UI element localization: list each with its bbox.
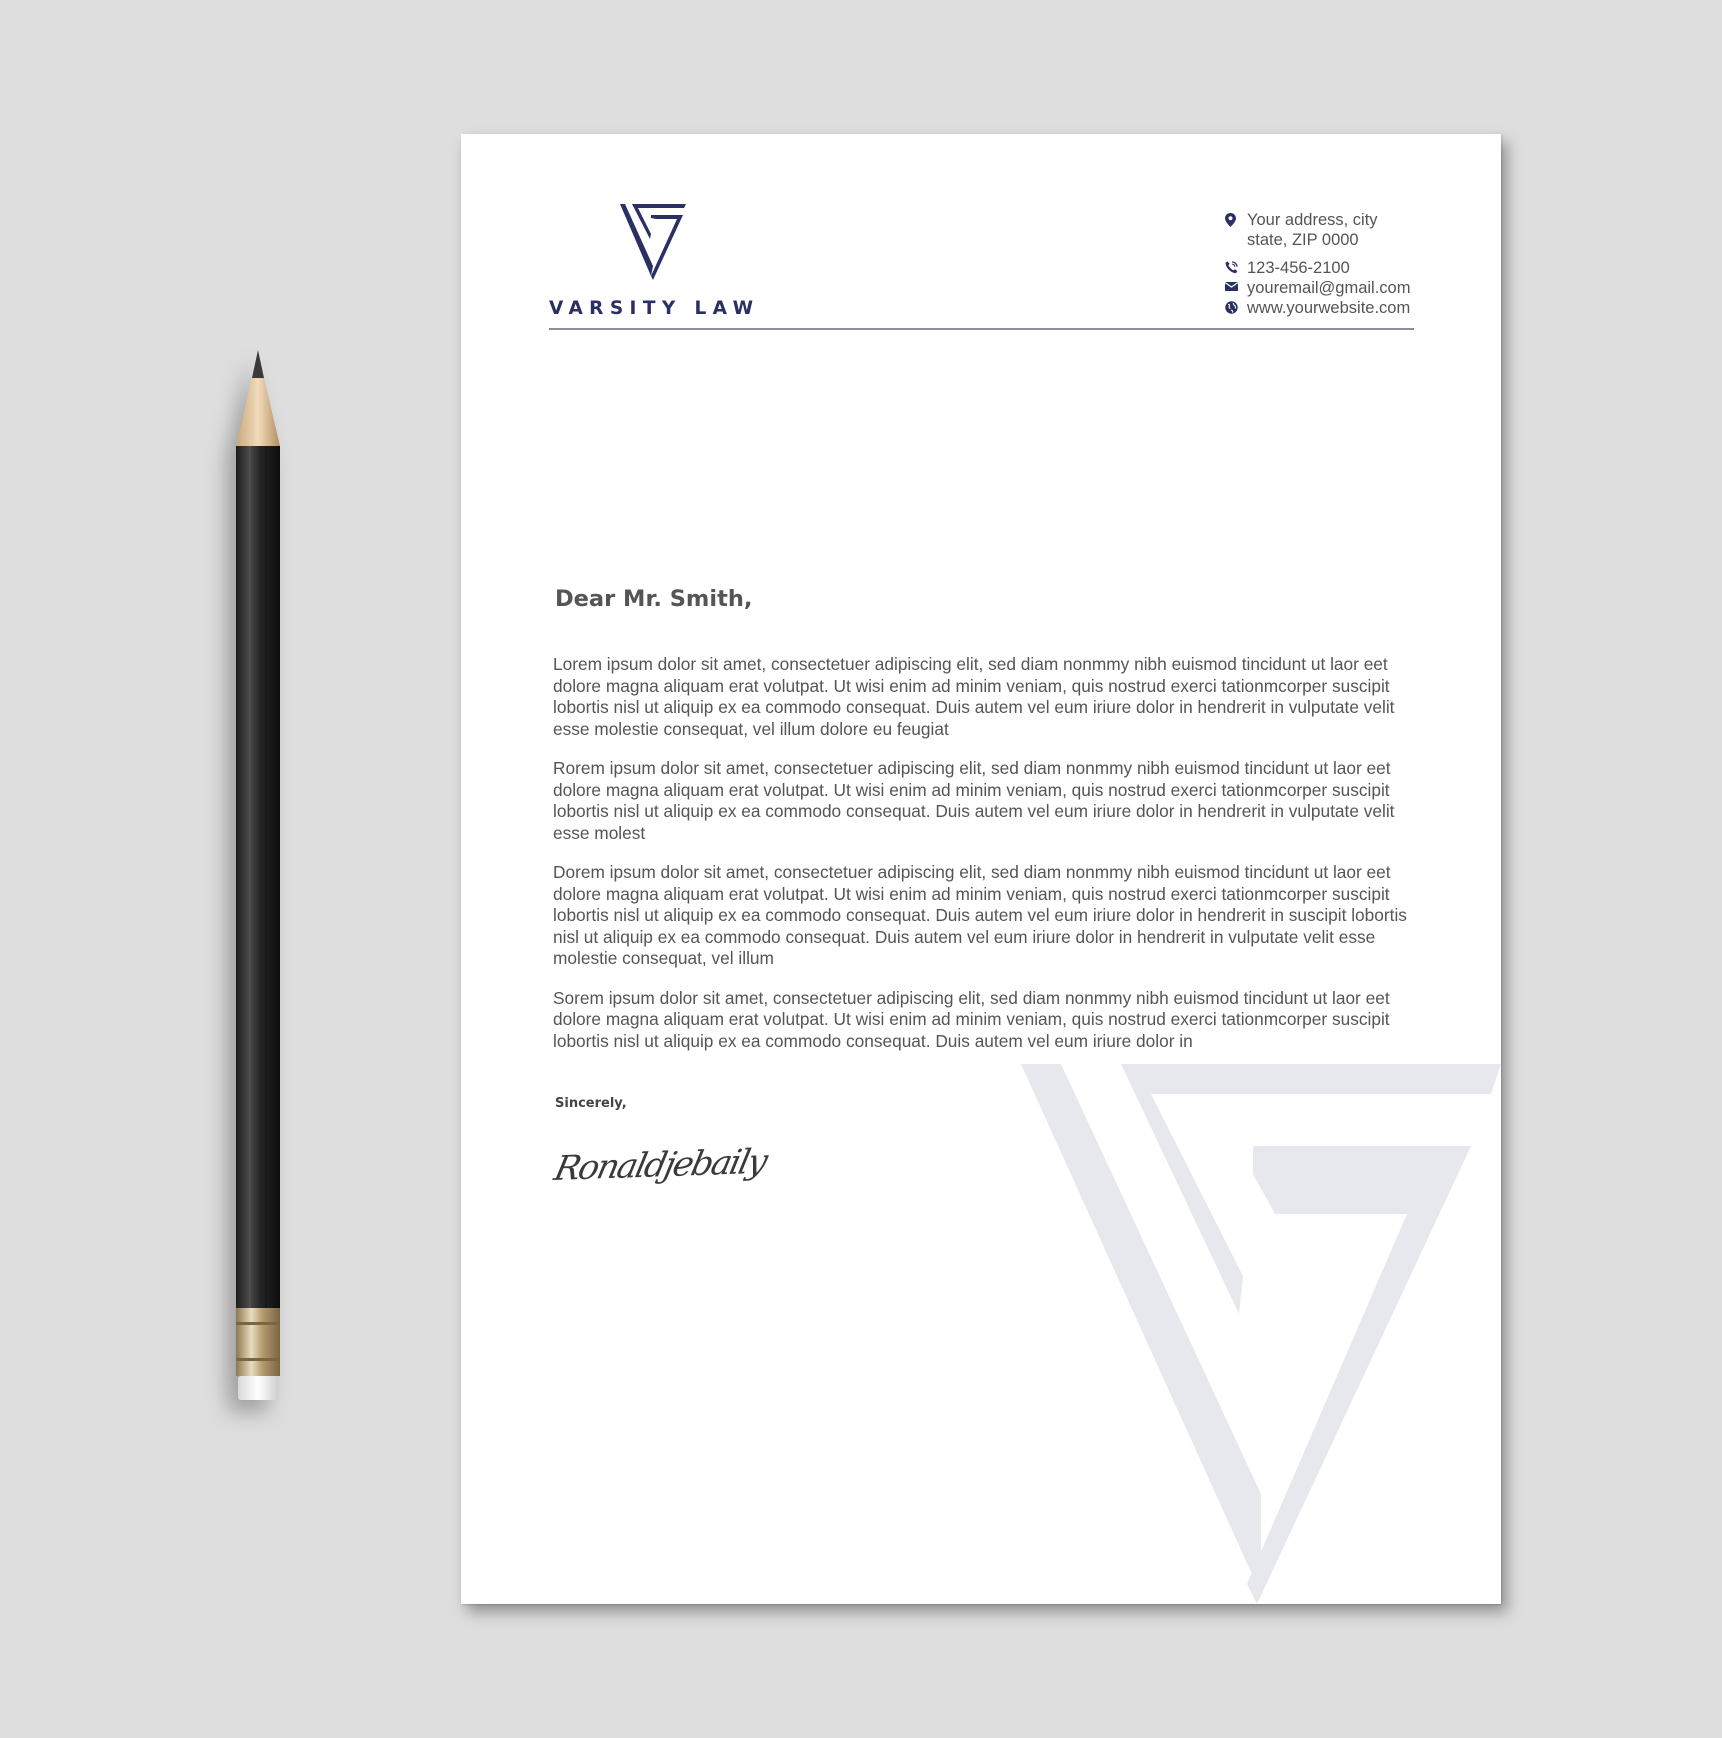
phone-number: 123-456-2100 (1247, 259, 1350, 277)
contact-phone (1225, 258, 1425, 278)
contact-address (1225, 210, 1425, 250)
website-url: www.yourwebsite.com (1247, 299, 1411, 317)
varsity-law-logo-icon (620, 204, 686, 280)
watermark-logo (1021, 1064, 1501, 1604)
contact-website (1225, 298, 1425, 318)
closing: Sincerely, (555, 1096, 627, 1111)
signature: Ronaldjebaily (550, 1141, 770, 1189)
phone-icon (1225, 258, 1247, 274)
brand-name: VARSITY LAW (549, 298, 760, 319)
letterhead-page (461, 134, 1501, 1604)
body-paragraph-4: Sorem ipsum dolor sit amet, consectetuer adipiscing elit, sed diam nonmmy nibh euismod tincidunt ut laor eet dolore magna aliquam erat volutpat. Ut wisi enim ad minim veniam, quis nostrud exerci tationmcorper suscipit lobortis nisl ut aliquip ex ea commodo consequat. Duis autem vel eum iriure dolor in (553, 987, 1390, 1051)
email-address: youremail@gmail.com (1247, 279, 1411, 297)
body-paragraph-2: Rorem ipsum dolor sit amet, consectetuer adipiscing elit, sed diam nonmmy nibh euismod tincidunt ut laor eet dolore magna aliquam erat volutpat. Ut wisi enim ad minim veniam, quis nostrud exerci tationmcorper suscipit lobortis nisl ut aliquip ex ea commodo consequat. Duis autem vel eum iriure dolor in hendrerit in vulputate velit esse molest (553, 758, 1395, 843)
salutation: Dear Mr. Smith, (555, 586, 753, 612)
header-divider (549, 328, 1414, 330)
address-line-1: Your address, city (1247, 211, 1378, 229)
contact-info (1225, 210, 1425, 318)
letter-body (553, 654, 1423, 1070)
body-paragraph-3: Dorem ipsum dolor sit amet, consectetuer adipiscing elit, sed diam nonmmy nibh euismod tincidunt ut laor eet dolore magna aliquam erat volutpat. Ut wisi enim ad minim veniam, quis nostrud exerci tationmcorper suscipit lobortis nisl ut aliquip ex ea commodo consequat. Duis autem vel eum iriure dolor in hendrerit in suscipit lobortis nisl ut aliquip ex ea commodo consequat. Duis autem vel eum iriure dolor in hendrerit in vulputate velit esse molestie consequat, vel illum (553, 862, 1407, 968)
globe-icon (1225, 298, 1247, 314)
contact-email (1225, 278, 1425, 298)
body-paragraph-1: Lorem ipsum dolor sit amet, consectetuer adipiscing elit, sed diam nonmmy nibh euismod tincidunt ut laor eet dolore magna aliquam erat volutpat. Ut wisi enim ad minim veniam, quis nostrud exerci tationmcorper suscipit lobortis nisl ut aliquip ex ea commodo consequat. Duis autem vel eum iriure dolor in hendrerit in vulputate velit esse molestie consequat, vel illum dolore eu feugiat (553, 654, 1395, 739)
location-pin-icon (1225, 210, 1247, 227)
pencil (236, 350, 280, 1420)
brand-logo-block (549, 204, 764, 319)
address-line-2: state, ZIP 0000 (1247, 231, 1359, 249)
envelope-icon (1225, 278, 1247, 291)
